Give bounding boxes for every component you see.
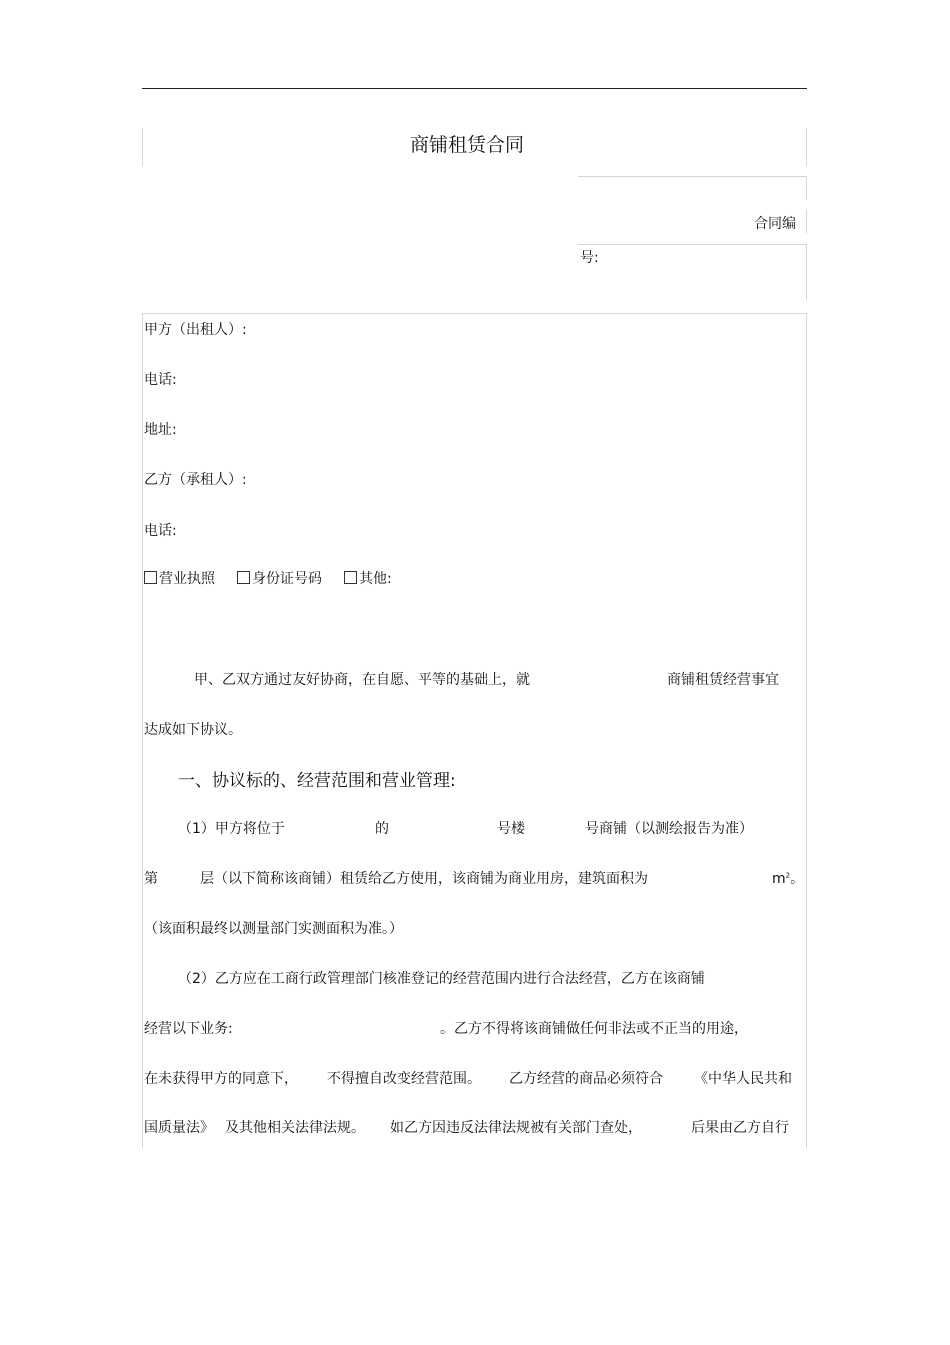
contract-number-label-cont: 号:: [580, 250, 599, 266]
grid-line: [578, 176, 807, 177]
clause-2-text: 经营以下业务:: [144, 1021, 233, 1037]
address-label: 地址:: [144, 422, 177, 438]
clause-1-text: （1）甲方将位于: [178, 821, 285, 837]
option-other[interactable]: 其他:: [344, 568, 392, 588]
clause-1-note: （该面积最终以测量部门实测面积为准。）: [144, 921, 403, 937]
grid-line: [578, 244, 807, 245]
clause-1-text: 号楼: [497, 821, 525, 837]
checkbox-icon[interactable]: [344, 571, 357, 584]
section-1-heading: 一、协议标的、经营范围和营业管理:: [178, 771, 456, 791]
intro-text-end: 达成如下协议。: [144, 722, 242, 738]
clause-2-text: 不得擅自改变经营范围。: [327, 1071, 481, 1087]
party-a-label: 甲方（出租人）:: [144, 322, 247, 338]
area-unit: $m^2$。: [772, 871, 805, 887]
clause-2-text: 后果由乙方自行: [691, 1120, 789, 1136]
clause-2-text: 在未获得甲方的同意下，: [144, 1071, 298, 1087]
clause-1-text: 层（以下简称该商铺）租赁给乙方使用，该商铺为商业用房，建筑面积为: [200, 871, 648, 887]
grid-line: [806, 128, 807, 166]
grid-line: [806, 176, 807, 200]
clause-1-text: 的: [375, 821, 389, 837]
grid-line: [806, 244, 807, 300]
option-id-number[interactable]: 身份证号码: [237, 568, 322, 588]
grid-line: [142, 313, 807, 314]
intro-text: 甲、乙双方通过友好协商，在自愿、平等的基础上，就: [194, 672, 530, 688]
checkbox-icon[interactable]: [144, 571, 157, 584]
party-b-label: 乙方（承租人）:: [144, 472, 247, 488]
clause-2-text: 《中华人民共和: [694, 1071, 792, 1087]
checkbox-icon[interactable]: [237, 571, 250, 584]
grid-line: [806, 209, 807, 233]
grid-line: [142, 313, 143, 1148]
option-business-license[interactable]: 营业执照: [144, 568, 215, 588]
clause-1-text: 号商铺（以测绘报告为准）: [585, 821, 753, 837]
party-b-phone-label: 电话:: [144, 523, 177, 539]
clause-2-text: 。乙方不得将该商铺做任何非法或不正当的用途，: [440, 1021, 748, 1037]
clause-2-text: 及其他相关法律法规。: [225, 1120, 365, 1136]
grid-line: [142, 128, 143, 166]
clause-2-text: （2）乙方应在工商行政管理部门核准登记的经营范围内进行合法经营，乙方在该商铺: [178, 971, 705, 987]
intro-text-cont: 商铺租赁经营事宜: [667, 672, 779, 688]
grid-line: [806, 313, 807, 1148]
party-a-phone-label: 电话:: [144, 372, 177, 388]
clause-1-text: 第: [144, 871, 158, 887]
header-rule: [142, 88, 807, 89]
document-title: 商铺租赁合同: [410, 134, 525, 156]
clause-2-text: 乙方经营的商品必须符合: [509, 1071, 663, 1087]
contract-number-label: 合同编: [754, 216, 796, 232]
clause-2-text: 如乙方因违反法律法规被有关部门查处，: [390, 1120, 642, 1136]
clause-2-text: 国质量法》: [144, 1120, 214, 1136]
